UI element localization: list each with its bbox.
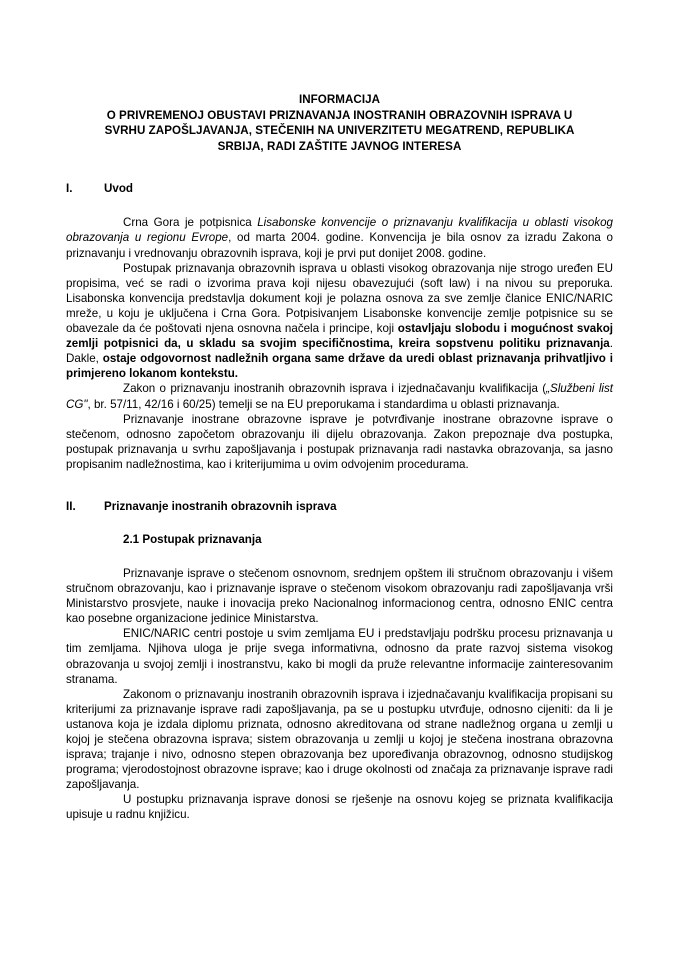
para-text-tail: , br. 57/11, 42/16 i 60/25) temelji se na EU preporukama i standardima u oblasti priznavanja.	[87, 397, 560, 411]
subsection-heading-2-1: 2.1 Postupak priznavanja	[123, 532, 262, 546]
paragraph-enic-naric-role: ENIC/NARIC centri postoje u svim zemljama EU i predstavljaju podršku procesu priznavanja u tim zemljama. Njihova uloga je prije svega informativna, odnosno da prate razvoj sistema visokog obrazovanja u svojoj zemlji i inostranstvu, kako bi mogli da pruže relevantne informacije zainteresovanim stranama.	[66, 627, 613, 686]
emphasis-state-responsibility: ostaje odgovornost nadležnih organa same države da uredi oblast priznavanja prihvatljivo i primjereno lokanom kontekstu.	[66, 352, 613, 381]
spacer	[66, 472, 613, 500]
paragraph-definition: Priznavanje inostrane obrazovne isprave je potvrđivanje inostrane obrazovne isprave o stečenom, odnosno započetom obrazovanju ili dijelu obrazovanja. Zakon prepoznaje dva postupka, postupak priznavanja u svrhu zapošljavanja i postupak priznavanja radi nastavka obrazovanja, sa jasno propisanim nadležnostima, kao i kriterijumima u ovim odvojenim procedurama.	[66, 412, 613, 471]
paragraph-criteria: Zakonom o priznavanju inostranih obrazovnih isprava i izjednačavanju kvalifikacija propisani su kriterijumi za priznavanje isprave radi zapošljavanja, pa se u postupku utvrđuje, odnosno cijeniti: da li je ustanova koja je izdala diplomu priznata, odnosno akreditovana od strane nadležnog organa u zemlji u kojoj je stečena obrazovna isprava; sistem obrazovanja u zemlji u kojoj je stečena inostrana obrazovna isprava; trajanje i nivo, odnosno stepen obrazovanja bez upoređivanja obrazovnog, odnosno studijskog programa; vjerodostojnost obrazovne isprave; kao i druge okolnosti od značaja za priznavanje isprave radi zapošljavanja.	[66, 687, 613, 792]
paragraph-lisbon-convention	[66, 215, 613, 260]
section-heading-two	[66, 500, 613, 514]
spacer	[66, 154, 613, 182]
paragraph-ministry-competence: Priznavanje isprave o stečenom osnovnom, srednjem opštem ili stručnom obrazovanju i višem stručnom obrazovanju, kao i priznavanje isprave o stečenom visokom obrazovanju radi zapošljavanja vrši Ministarstvo prosvjete, nauke i inovacija preko Nacionalnog informacionog centra, odnosno ENIC centra kao posebne organizacione jedinice Ministarstva.	[66, 566, 613, 626]
section-two-title: Priznavanje inostranih obrazovnih isprava	[104, 499, 337, 513]
para-text-middle: . Dakle,	[66, 337, 613, 366]
convention-name-italic: Lisabonske konvencije o priznavanju kvalifikacija u oblasti visokog obrazovanja u regionu Evrope	[66, 216, 613, 245]
section-one-numeral: I.	[66, 182, 73, 196]
section-one-title: Uvod	[104, 182, 133, 196]
title-line-2: O PRIVREMENOJ OBUSTAVI PRIZNAVANJA INOSTRANIH OBRAZOVNIH ISPRAVA U	[106, 108, 573, 122]
document-content	[66, 92, 613, 823]
title-line-1: INFORMACIJA	[298, 93, 381, 106]
spacer	[66, 196, 613, 215]
title-line-3: SVRHU ZAPOŠLJAVANJA, STEČENIH NA UNIVERZITETU MEGATREND, REPUBLIKA	[104, 124, 575, 138]
document-title	[66, 92, 613, 154]
paragraph-decision: U postupku priznavanja isprave donosi se rješenje na osnovu kojeg se priznata kvalifikacija upisuje u radnu knjižicu.	[66, 793, 613, 822]
para-text-lead: Crna Gora je potpisnica	[123, 216, 258, 230]
paragraph-recognition-procedure	[66, 261, 613, 382]
section-two-numeral: II.	[66, 499, 76, 513]
spacer	[66, 547, 613, 566]
section-heading-one	[66, 182, 613, 196]
spacer	[66, 514, 613, 533]
emphasis-freedom-policy: ostavljaju slobodu i mogućnost svakoj zemlji potpisnici da, u skladu sa svojim specifičnostima, kreira sopstvenu politiku priznavanja	[66, 322, 613, 351]
title-line-4: SRBIJA, RADI ZAŠTITE JAVNOG INTERESA	[217, 139, 462, 153]
paragraph-law-citation	[66, 381, 613, 411]
para-text-lead: Postupak priznavanja obrazovnih isprava u oblasti visokog obrazovanja nije strogo uređen EU propisima, već se radi o izvorima prava koji nijesu obavezujući (soft law) i na nivou su preporuka. Lisabonska konvencija predstavlja dokument koji je polazna osnova za sve zemlje članice ENIC/NARIC mreže, u koju je uključena i Crna Gora. Potpisivanjem Lisabonske konvencije zemlje potpisnice su se obavezale da će poštovati njena osnovna načela i principe, koji	[66, 261, 613, 336]
para-text-lead: Zakon o priznavanju inostranih obrazovnih isprava i izjednačavanju kvalifikacija (	[123, 382, 547, 396]
official-gazette-italic: „Službeni list CG"	[66, 382, 613, 411]
para-text-tail: , od marta 2004. godine. Konvencija je bila osnov za izradu Zakona o priznavanju i vrednovanju obrazovnih isprava, koji je prvi put donijet 2008. godine.	[66, 231, 613, 260]
